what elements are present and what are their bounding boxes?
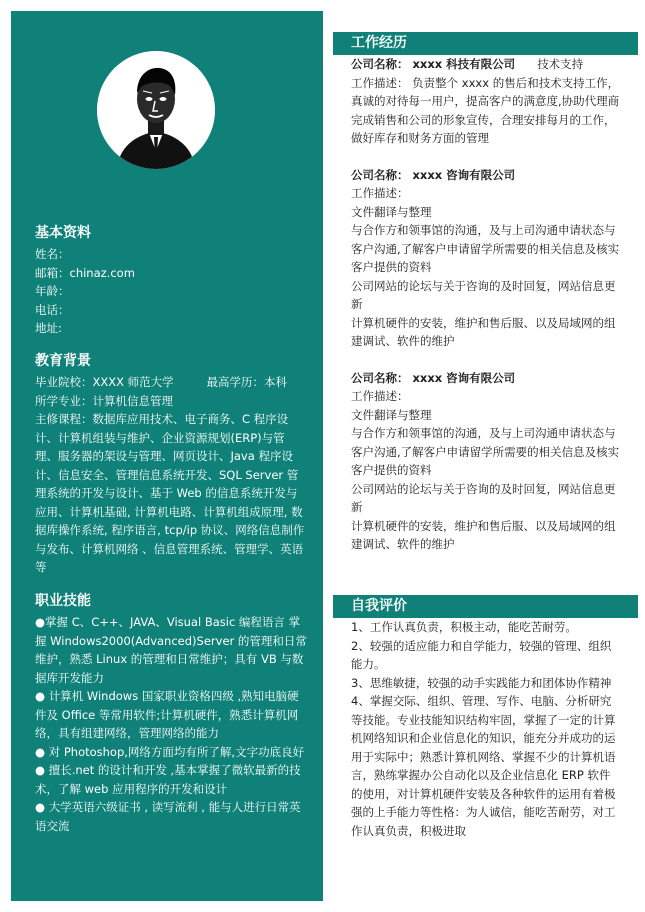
job-entry bbox=[333, 166, 621, 351]
self-eval-item: 3、思维敏捷，较强的动手实践能力和团体协作精神 bbox=[351, 675, 612, 690]
degree-field: 最高学历：本科 bbox=[206, 375, 287, 389]
school-degree-row bbox=[35, 373, 307, 392]
job-line: 与合作方和领事馆的沟通，及与上司沟通申请状态与客户沟通,了解客户申请留学所需要的相关信息及核实客户提供的资料 bbox=[351, 426, 620, 477]
self-eval-section bbox=[333, 595, 638, 840]
job-line: 公司网站的论坛与关于咨询的及时回复，网站信息更新 bbox=[351, 278, 616, 311]
experience-section bbox=[333, 32, 638, 554]
job-description: 工作描述： 负责整个 xxxx 的售后和技术支持工作，真诚的对待每一用户，提高客户的满意度,协助代理商完成销售和公司的形象宣传，合理安排每月的工作，做好库存和财务方面的管理 bbox=[351, 75, 620, 145]
job-line: 工作描述： bbox=[351, 389, 409, 403]
job-line: 计算机硬件的安装，维护和售后服、以及局域网的组建调试、软件的维护 bbox=[351, 518, 616, 551]
self-eval-title: 自我评价 bbox=[333, 595, 638, 618]
courses-field: 主修课程：数据库应用技术、电子商务、C 程序设计、计算机组装与维护、企业资源规划(ERP)与管理、服务器的架设与管理、网页设计、Java 程序设计、信息安全、管理信息系统开发、SQL Server 管理系统的开发与设计、基于 Web 的信息系统开发与应用、计算机基础, 计算机电路、计算机组成原理, 数据库操作系统, 程序语言, tcp/ip 协议、网络信息制作与发布、计算机网络 、信息管理系统、管理学、英语等 bbox=[35, 412, 305, 574]
phone-field: 电话： bbox=[35, 302, 70, 317]
portrait-icon bbox=[97, 51, 215, 169]
job-line: 文件翻译与整理 bbox=[351, 407, 432, 422]
company-name: 公司名称： xxxx 咨询有限公司 bbox=[351, 167, 516, 182]
self-eval-item: 1、工作认真负责，积极主动，能吃苦耐劳。 bbox=[351, 620, 577, 634]
email-field: 邮箱：chinaz.com bbox=[35, 265, 135, 280]
job-line: 计算机硬件的安装，维护和售后服、以及局域网的组建调试、软件的维护 bbox=[351, 315, 616, 348]
skill-item: ● 对 Photoshop,网络方面均有所了解,文字功底良好 bbox=[35, 744, 305, 759]
job-line: 与合作方和领事馆的沟通，及与上司沟通申请状态与客户沟通,了解客户申请留学所需要的相关信息及核实客户提供的资料 bbox=[351, 223, 620, 274]
job-line: 公司网站的论坛与关于咨询的及时回复，网站信息更新 bbox=[351, 481, 616, 514]
skill-item: ● 大学英语六级证书 , 读写流利 , 能与人进行日常英语交流 bbox=[35, 800, 301, 833]
major-field: 所学专业：计算机信息管理 bbox=[35, 393, 173, 408]
basic-info-title: 基本资料 bbox=[35, 225, 91, 241]
job-entry bbox=[333, 369, 621, 554]
company-name: 公司名称： xxxx 咨询有限公司 bbox=[351, 370, 516, 385]
education-title: 教育背景 bbox=[35, 353, 91, 369]
self-eval-item: 4、掌握交际、组织、管理、写作、电脑、分析研究等技能。专业技能知识结构牢固，掌握了一定的计算机网络知识和企业信息化的知识，能充分并成功的运用于实际中；熟悉计算机网络、掌握不少的计算机语言，熟练掌握办公自动化以及企业信息化 ERP 软件的使用，对计算机硬件安装及各种软件的运用有着极强的上手能力等性格：为人诚信，能吃苦耐劳，对工作认真负责，积极进取 bbox=[351, 694, 616, 838]
company-name: 公司名称： xxxx 科技有限公司 bbox=[351, 57, 516, 71]
skill-item: ● 计算机 Windows 国家职业资格四级 ,熟知电脑硬件及 Office 等常用软件;计算机硬件，熟悉计算机网络，具有组建网络，管理网络的能力 bbox=[35, 689, 299, 740]
address-field: 地址: bbox=[35, 321, 62, 335]
job-line: 文件翻译与整理 bbox=[351, 204, 432, 219]
skill-item: ●掌握 C、C++、JAVA、Visual Basic 编程语言 掌握 Windows2000(Advanced)Server 的管理和日常维护，熟悉 Linux 的管理和日常维护；具有 VB 与数据库开发能力 bbox=[35, 615, 307, 685]
age-field: 年龄： bbox=[35, 284, 70, 298]
job-entry bbox=[333, 55, 621, 148]
self-eval-item: 2、较强的适应能力和自学能力，较强的管理、组织能力。 bbox=[351, 638, 612, 671]
education-section bbox=[35, 351, 307, 577]
experience-title: 工作经历 bbox=[333, 32, 638, 55]
job-line: 工作描述： bbox=[351, 186, 409, 200]
name-field: 姓名： bbox=[35, 247, 70, 261]
skills-section bbox=[35, 591, 307, 835]
skill-item: ● 擅长.net 的设计和开发 ,基本掌握了微软最新的技术，了解 web 应用程序的开发和设计 bbox=[35, 763, 301, 796]
sidebar bbox=[11, 11, 323, 901]
avatar bbox=[97, 51, 215, 169]
school-field: 毕业院校：XXXX 师范大学 bbox=[35, 375, 174, 389]
self-eval-list bbox=[333, 618, 621, 840]
basic-info-section bbox=[35, 223, 307, 338]
skills-title: 职业技能 bbox=[35, 593, 91, 609]
job-company bbox=[351, 55, 621, 74]
job-role: 技术支持 bbox=[537, 57, 584, 71]
